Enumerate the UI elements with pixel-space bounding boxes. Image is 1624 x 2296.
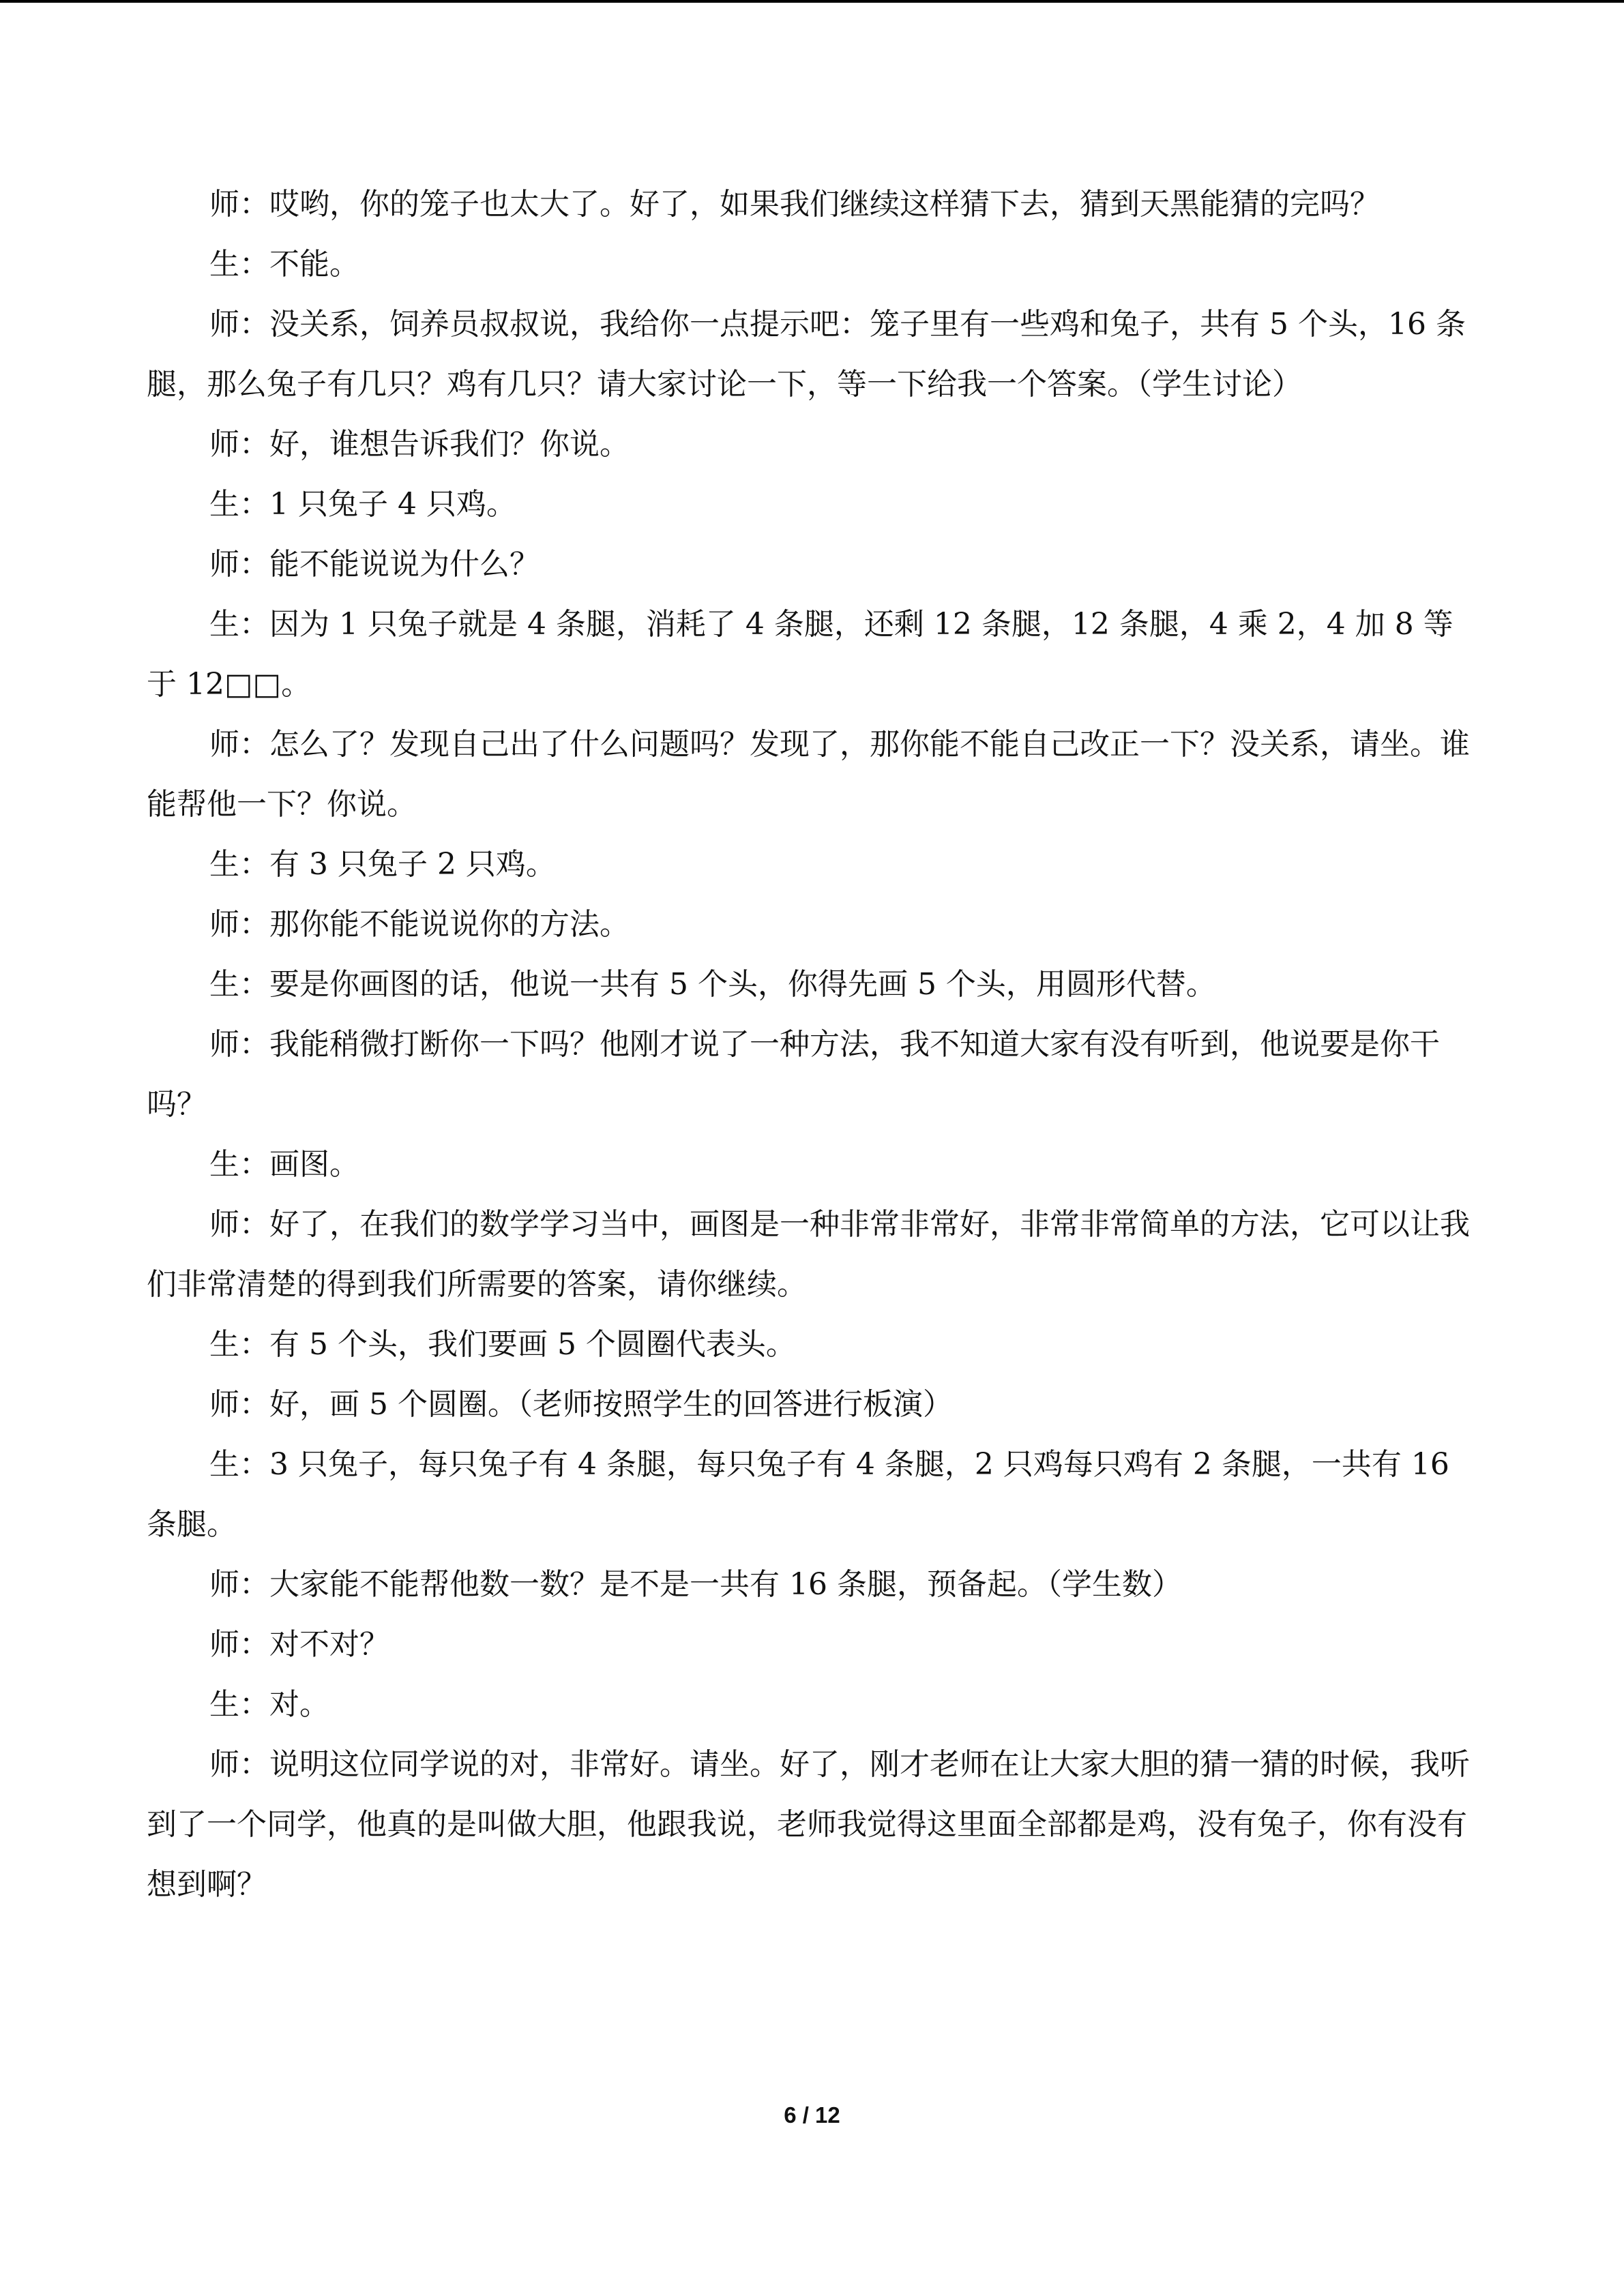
paragraph: 师：好了，在我们的数学学习当中，画图是一种非常非常好，非常非常简单的方法，它可以让我们非常清楚的得到我们所需要的答案，请你继续。 [147, 1207, 1470, 1302]
paragraph: 师：对不对？ [209, 1627, 389, 1662]
paragraph: 生：有 5 个头，我们要画 5 个圆圈代表头。 [209, 1327, 796, 1362]
paragraph: 师：那你能不能说说你的方法。 [209, 907, 630, 942]
document-body [147, 175, 1475, 1915]
paragraph: 生：有 3 只兔子 2 只鸡。 [209, 847, 556, 882]
paragraph: 师：好，画 5 个圆圈。（老师按照学生的回答进行板演） [209, 1387, 953, 1422]
paragraph: 师：大家能不能帮他数一数？是不是一共有 16 条腿，预备起。（学生数） [209, 1567, 1182, 1602]
paragraph: 生：1 只兔子 4 只鸡。 [209, 487, 516, 522]
paragraph: 生：对。 [209, 1687, 329, 1722]
paragraph: 生：因为 1 只兔子就是 4 条腿，消耗了 4 条腿，还剩 12 条腿，12 条腿，4 乘 2，4 加 8 等于 12□□。 [147, 607, 1453, 702]
paragraph: 生：画图。 [209, 1147, 359, 1182]
paragraph: 生：3 只兔子，每只兔子有 4 条腿，每只兔子有 4 条腿，2 只鸡每只鸡有 2 条腿，一共有 16 条腿。 [147, 1447, 1449, 1542]
page-number: 6 / 12 [784, 2102, 840, 2128]
top-border-rule [0, 0, 1624, 3]
paragraph: 生：要是你画图的话，他说一共有 5 个头，你得先画 5 个头，用圆形代替。 [209, 967, 1216, 1002]
paragraph: 师：好，谁想告诉我们？你说。 [209, 427, 630, 462]
paragraph: 生：不能。 [209, 247, 359, 282]
paragraph: 师：怎么了？发现自己出了什么问题吗？发现了，那你能不能自己改正一下？没关系，请坐。谁能帮他一下？你说。 [147, 727, 1470, 822]
paragraph: 师：我能稍微打断你一下吗？他刚才说了一种方法，我不知道大家有没有听到，他说要是你干吗？ [147, 1027, 1440, 1122]
paragraph: 师：能不能说说为什么？ [209, 547, 540, 582]
paragraph: 师：说明这位同学说的对，非常好。请坐。好了，刚才老师在让大家大胆的猜一猜的时候，我听到了一个同学，他真的是叫做大胆，他跟我说，老师我觉得这里面全部都是鸡，没有兔子，你有没有想到啊？ [147, 1747, 1470, 1902]
paragraph: 师：哎哟，你的笼子也太大了。好了，如果我们继续这样猜下去，猜到天黑能猜的完吗？ [209, 187, 1380, 222]
paragraph: 师：没关系，饲养员叔叔说，我给你一点提示吧：笼子里有一些鸡和兔子，共有 5 个头，16 条腿，那么兔子有几只？鸡有几只？请大家讨论一下，等一下给我一个答案。（学生讨论） [147, 307, 1466, 402]
